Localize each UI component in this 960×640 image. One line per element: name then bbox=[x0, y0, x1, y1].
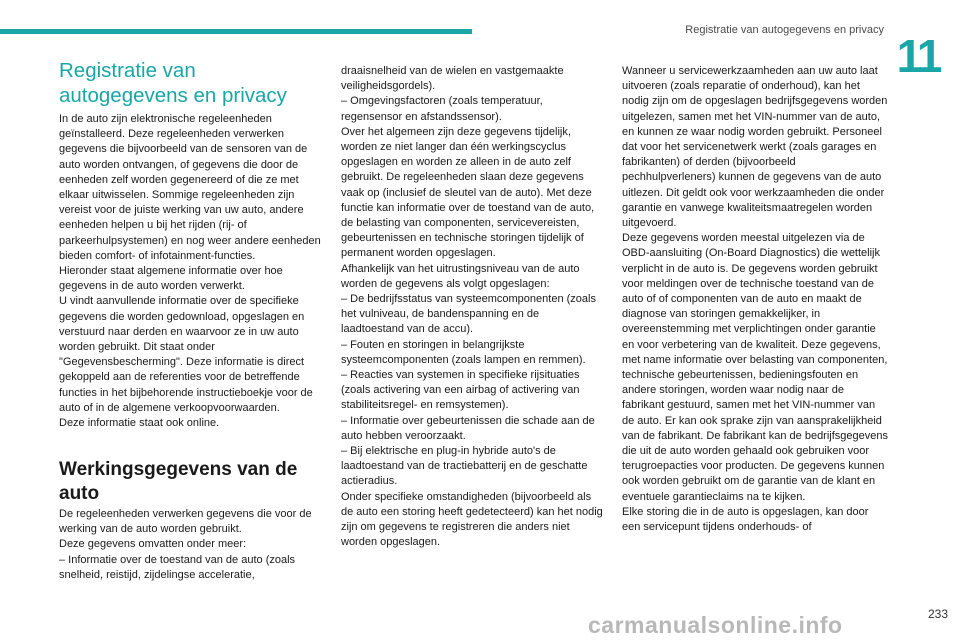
page-title: Registratie van autogegevens en privacy bbox=[59, 59, 287, 107]
paragraph: Deze informatie staat ook online. bbox=[59, 417, 220, 430]
running-header-title: Registratie van autogegevens en privacy bbox=[685, 24, 884, 36]
list-item: – Informatie over de toestand van de auto (zoals snelheid, reistijd, zijdelingse acceleratie, bbox=[59, 553, 296, 581]
list-item: – De bedrijfsstatus van systeemcomponenten (zoals het vulniveau, de bandenspanning en de laadtoestand van de accu). bbox=[341, 293, 596, 336]
paragraph: Onder specifieke omstandigheden (bijvoorbeeld als de auto een storing heeft gedetecteerd) kan het nodig zijn om gegevens te registreren die anders niet worden opgeslagen. bbox=[341, 490, 603, 549]
paragraph: Elke storing die in de auto is opgeslagen, kan door een servicepunt tijdens onderhouds- of bbox=[622, 505, 869, 534]
paragraph: Afhankelijk van het uitrustingsniveau van de auto worden de gegevens als volgt opgeslagen: bbox=[341, 262, 580, 290]
paragraph: U vindt aanvullende informatie over de specifieke gegevens die worden gedownload, opgeslagen en verstuurd naar derden en waarvoor ze in uw auto worden gebruikt. Dit staat onder "Gegevensbescherming". Deze informatie is direct gekoppeld aan de referenties voor de betreffende functies in het bijbehorende instructieboekje voor de auto of in de algemene verkoopvoorwaarden. bbox=[59, 295, 313, 414]
header-accent-bar bbox=[0, 29, 472, 34]
paragraph: Wanneer u servicewerkzaamheden aan uw auto laat uitvoeren (zoals reparatie of onderhoud), kan het nodig zijn om de opgeslagen bedrijfsgegevens worden uitgelezen, samen met het VIN-nummer van de auto, en kunnen ze waar nodig worden gebruikt. Personeel dat voor het servicenetwerk werkt (zoals garages en fabrikanten) of derden (bijvoorbeeld pechhulpverleners) kunnen de gegevens van de auto uitlezen. Dit geldt ook voor werkzaamheden die onder garantie en vanwege kwaliteitsmaatregelen worden uitgevoerd. bbox=[622, 65, 888, 230]
list-item: – Informatie over gebeurtenissen die schade aan de auto hebben veroorzaakt. bbox=[341, 414, 595, 442]
paragraph: Over het algemeen zijn deze gegevens tijdelijk, worden ze niet langer dan één werkingscyclus opgeslagen en worden ze alleen in de auto zelf gebruikt. De regeleenheden slaan deze gegevens vaak op (inclusief de sleutel van de auto). Met deze functie kan informatie over de toestand van de auto, de belasting van componenten, servicevereisten, gebeurtenissen en technische storingen tijdelijk of permanent worden opgeslagen. bbox=[341, 125, 595, 260]
paragraph: draaisnelheid van de wielen en vastgemaakte veiligheidsgordels). bbox=[341, 65, 564, 93]
chapter-number: 11 bbox=[888, 28, 948, 84]
paragraph: Deze gegevens worden meestal uitgelezen via de OBD-aansluiting (On-Board Diagnostics) die wettelijk verplicht in de auto is. De gegevens worden gebruikt voor meldingen over de technische toestand van de auto of of componenten van de auto en maakt de diagnose van storingen gemakkelijker, in overeenstemming met verplichtingen onder garantie en voor verbetering van de kwaliteit. Deze gegevens, met name informatie over belasting van componenten, technische gebeurtenissen, bedieningsfouten en andere storingen, worden waar nodig naar de fabrikant gestuurd, samen met het VIN-nummer van de auto. Er kan ook sprake zijn van aansprakelijkheid van de fabrikant. De fabrikant kan de bedrijfsgegevens die uit de auto worden gehaald ook gebruiken voor terugroepacties voor producten. De gegevens kunnen ook worden gebruikt om de garantie van de klant en eventuele garantieclaims na te kijken. bbox=[622, 232, 888, 503]
list-item: – Fouten en storingen in belangrijkste systeemcomponenten (zoals lampen en remmen). bbox=[341, 338, 586, 366]
paragraph: Deze gegevens omvatten onder meer: bbox=[59, 538, 247, 551]
section-heading: Werkingsgegevens van de auto bbox=[59, 459, 298, 504]
list-item: – Reacties van systemen in specifieke rijsituaties (zoals activering van een airbag of activering van stabiliteitsregel- en remsystemen). bbox=[341, 369, 580, 412]
paragraph: De regeleenheden verwerken gegevens die voor de werking van de auto worden gebruikt. bbox=[59, 508, 312, 536]
page-number: 233 bbox=[927, 607, 948, 621]
list-item: – Omgevingsfactoren (zoals temperatuur, regensensor en afstandssensor). bbox=[341, 95, 543, 123]
paragraph: Hieronder staat algemene informatie over hoe gegevens in de auto worden verwerkt. bbox=[59, 265, 283, 293]
paragraph: In de auto zijn elektronische regeleenheden geïnstalleerd. Deze regeleenheden verwerken gegevens die bijvoorbeeld van de sensoren van de auto worden ontvangen, of gegevens die door de eenheden zelf worden gegenereerd of die ze met elkaar uitwisselen. Sommige regeleenheden zijn vereist voor de juiste werking van uw auto, andere eenheden helpen u bij het rijden (rij- of parkeerhulpsystemen) en nog weer andere eenheden bieden comfort- of infotainment-functies. bbox=[59, 113, 321, 262]
list-item: – Bij elektrische en plug-in hybride auto's de laadtoestand van de tractiebatterij en de geschatte actieradius. bbox=[341, 445, 588, 488]
watermark: carmanualsonline.info bbox=[588, 612, 843, 638]
